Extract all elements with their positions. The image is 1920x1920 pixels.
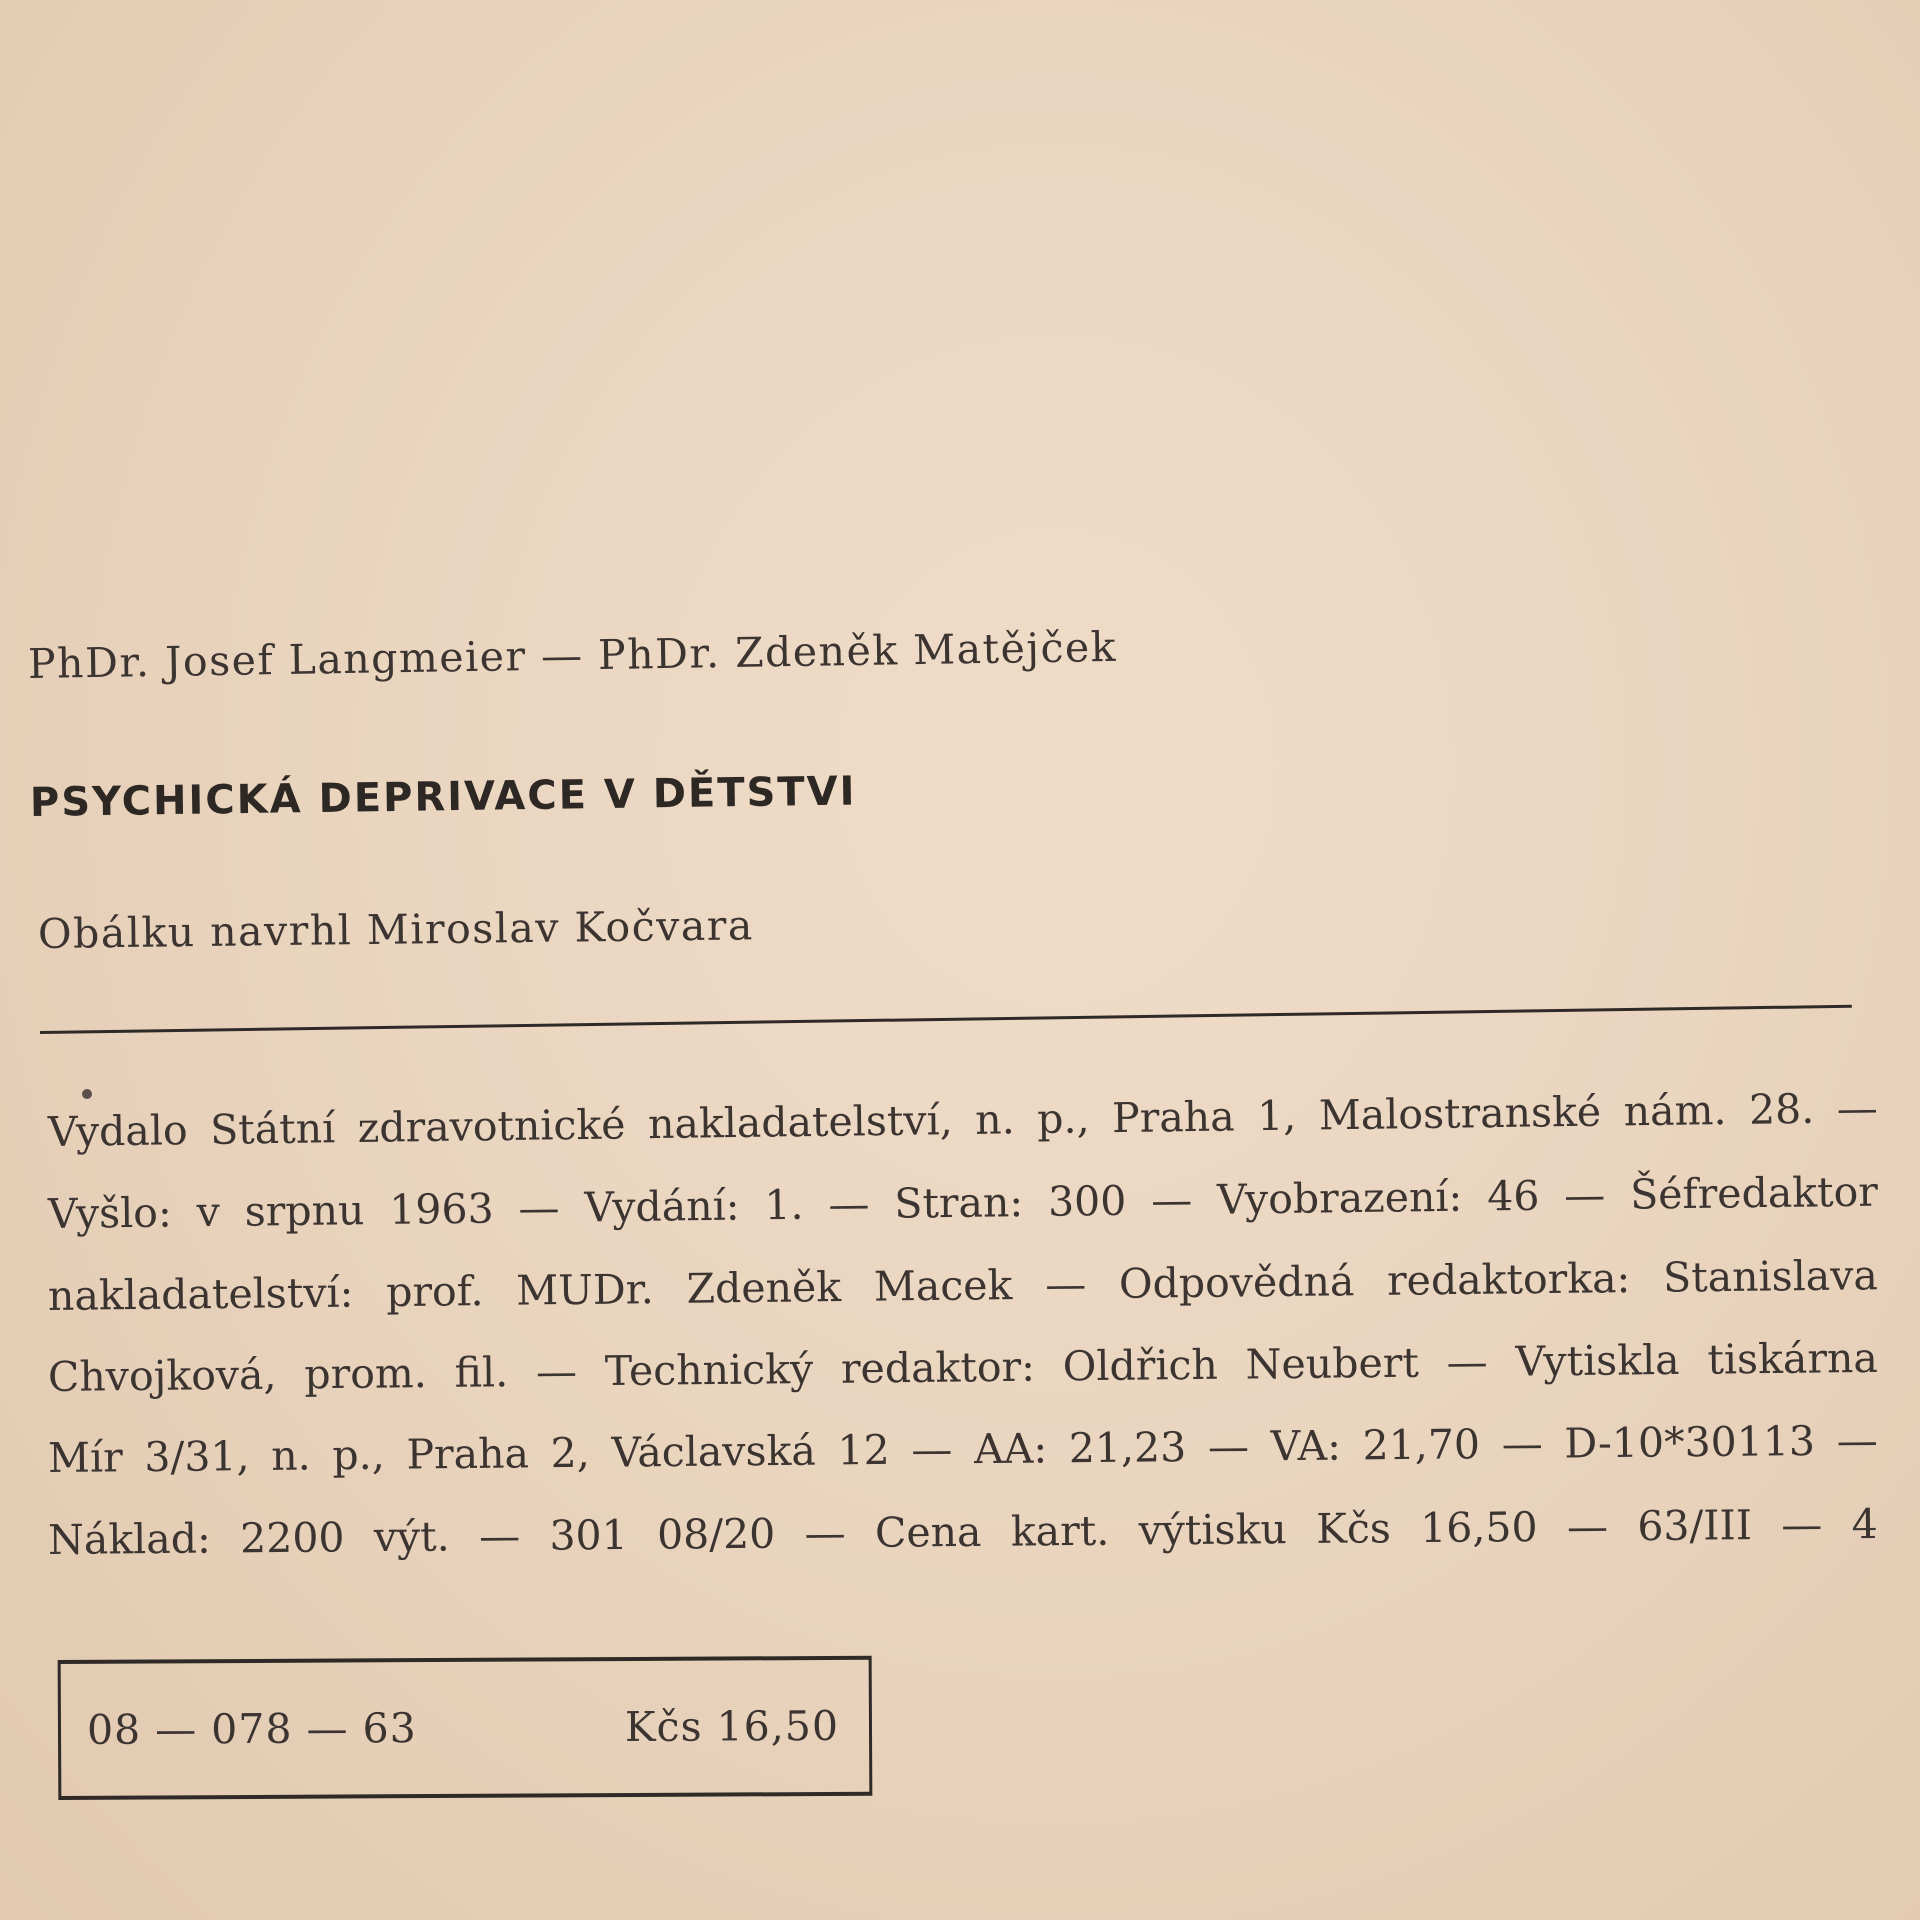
imprint-word: AA: — [973, 1424, 1048, 1474]
imprint-word: 2, — [550, 1428, 590, 1478]
imprint-word: nám. — [1623, 1086, 1727, 1136]
imprint-word: Stanislava — [1662, 1251, 1879, 1302]
catalog-code: 08 — 078 — 63 — [86, 1704, 417, 1754]
imprint-word: — — [804, 1509, 846, 1558]
authors-line: PhDr. Josef Langmeier — PhDr. Zdeněk Matějček — [27, 622, 1118, 688]
imprint-word: Státní — [209, 1104, 336, 1154]
imprint-word: Zdeněk — [686, 1263, 842, 1313]
imprint-word: — — [1207, 1422, 1250, 1471]
imprint-word: 08/20 — [656, 1509, 776, 1559]
price-box — [58, 1656, 873, 1800]
imprint-word: n. — [271, 1431, 311, 1480]
imprint-word: p., — [1036, 1094, 1090, 1144]
imprint-word: 1963 — [388, 1184, 494, 1234]
imprint-word: — — [518, 1183, 560, 1233]
book-title: PSYCHICKÁ DEPRIVACE V DĚTSTVI — [29, 768, 857, 826]
imprint-word: Praha — [406, 1429, 530, 1479]
imprint-word: — — [911, 1425, 953, 1474]
imprint-word: redaktor: — [840, 1342, 1036, 1393]
imprint-word: Vydalo — [47, 1106, 188, 1156]
imprint-word: 63/III — [1637, 1501, 1753, 1551]
imprint-word: — — [535, 1347, 578, 1396]
imprint-word: Odpovědná — [1118, 1257, 1355, 1308]
imprint-line-1 — [48, 1084, 1878, 1156]
imprint-word: — — [828, 1179, 870, 1229]
imprint-word: 1. — [764, 1180, 804, 1230]
imprint-word: Praha — [1111, 1092, 1235, 1143]
imprint-word: 28. — [1748, 1084, 1815, 1134]
imprint-word: nakladatelství: — [47, 1268, 354, 1320]
imprint-word: Vyšlo: — [47, 1188, 173, 1238]
imprint-line-3 — [48, 1251, 1878, 1320]
imprint-word: 21,23 — [1068, 1423, 1187, 1473]
imprint-word: výtisku — [1138, 1505, 1288, 1555]
imprint-word: Vydání: — [584, 1181, 740, 1232]
horizontal-rule — [40, 1005, 1852, 1034]
imprint-word: — — [1563, 1170, 1606, 1220]
imprint-word: 12 — [837, 1425, 890, 1475]
imprint-word: Vyobrazení: — [1216, 1172, 1463, 1224]
imprint-word: 1, — [1256, 1091, 1297, 1141]
imprint-word: — — [1446, 1337, 1488, 1387]
imprint-word: Šéfredaktor — [1629, 1167, 1879, 1219]
imprint-line-6 — [48, 1500, 1878, 1564]
imprint-word: Neubert — [1245, 1338, 1420, 1389]
imprint-word: Cena — [874, 1507, 982, 1557]
imprint-word: Macek — [873, 1261, 1013, 1311]
imprint-word: kart. — [1010, 1506, 1110, 1556]
imprint-word: Václavská — [611, 1426, 817, 1477]
imprint-word: tiskárna — [1707, 1333, 1879, 1384]
imprint-word: VA: — [1270, 1421, 1342, 1471]
cover-credit: Obálku navrhl Miroslav Kočvara — [37, 901, 755, 958]
imprint-word: 2200 — [239, 1513, 345, 1563]
imprint-word: Kčs — [1315, 1504, 1392, 1553]
imprint-word: — — [1150, 1176, 1193, 1225]
imprint-word: prom. — [304, 1349, 428, 1399]
imprint-line-4 — [48, 1334, 1878, 1401]
imprint-word: nakladatelství, — [647, 1096, 953, 1149]
imprint-word: — — [1044, 1260, 1087, 1309]
imprint-word: — — [1501, 1419, 1543, 1469]
imprint-word: 4 — [1851, 1500, 1878, 1549]
imprint-word: redaktorka: — [1386, 1254, 1631, 1305]
imprint-word: v — [196, 1187, 221, 1237]
imprint-word: — — [1566, 1502, 1609, 1551]
imprint-word: Technický — [604, 1344, 814, 1396]
imprint-word: — — [1836, 1084, 1879, 1133]
imprint-word: — — [1781, 1500, 1823, 1549]
imprint-line-5 — [48, 1416, 1878, 1482]
imprint-word: D-10*30113 — [1564, 1417, 1816, 1468]
ink-dot — [82, 1089, 92, 1099]
imprint-word: Stran: — [894, 1178, 1024, 1228]
imprint-word: Chvojková, — [47, 1350, 277, 1401]
imprint-word: Oldřich — [1062, 1340, 1219, 1391]
imprint-line-2 — [48, 1168, 1878, 1238]
imprint-word: výt. — [373, 1512, 450, 1562]
imprint-word: 300 — [1047, 1176, 1127, 1226]
imprint-word: 3/31, — [144, 1432, 250, 1482]
price-label: Kčs 16,50 — [624, 1701, 840, 1752]
imprint-word: Malostranské — [1318, 1087, 1602, 1140]
imprint-word: MUDr. — [515, 1265, 655, 1315]
imprint-word: srpnu — [244, 1186, 365, 1236]
imprint-word: Vytiskla — [1515, 1335, 1680, 1386]
imprint-word: 46 — [1486, 1171, 1540, 1221]
imprint-word: n. — [974, 1095, 1015, 1144]
imprint-word: 301 — [549, 1510, 628, 1560]
imprint-word: zdravotnické — [357, 1100, 626, 1152]
imprint-word: prof. — [385, 1267, 484, 1317]
imprint-word: Náklad: — [47, 1514, 211, 1564]
imprint-word: fil. — [454, 1348, 509, 1397]
imprint-word: 16,50 — [1420, 1503, 1538, 1553]
imprint-word: — — [478, 1511, 521, 1561]
imprint-word: — — [1836, 1416, 1878, 1465]
imprint-word: 21,70 — [1362, 1420, 1481, 1470]
imprint-word: Mír — [47, 1433, 123, 1482]
imprint-word: p., — [332, 1430, 385, 1480]
